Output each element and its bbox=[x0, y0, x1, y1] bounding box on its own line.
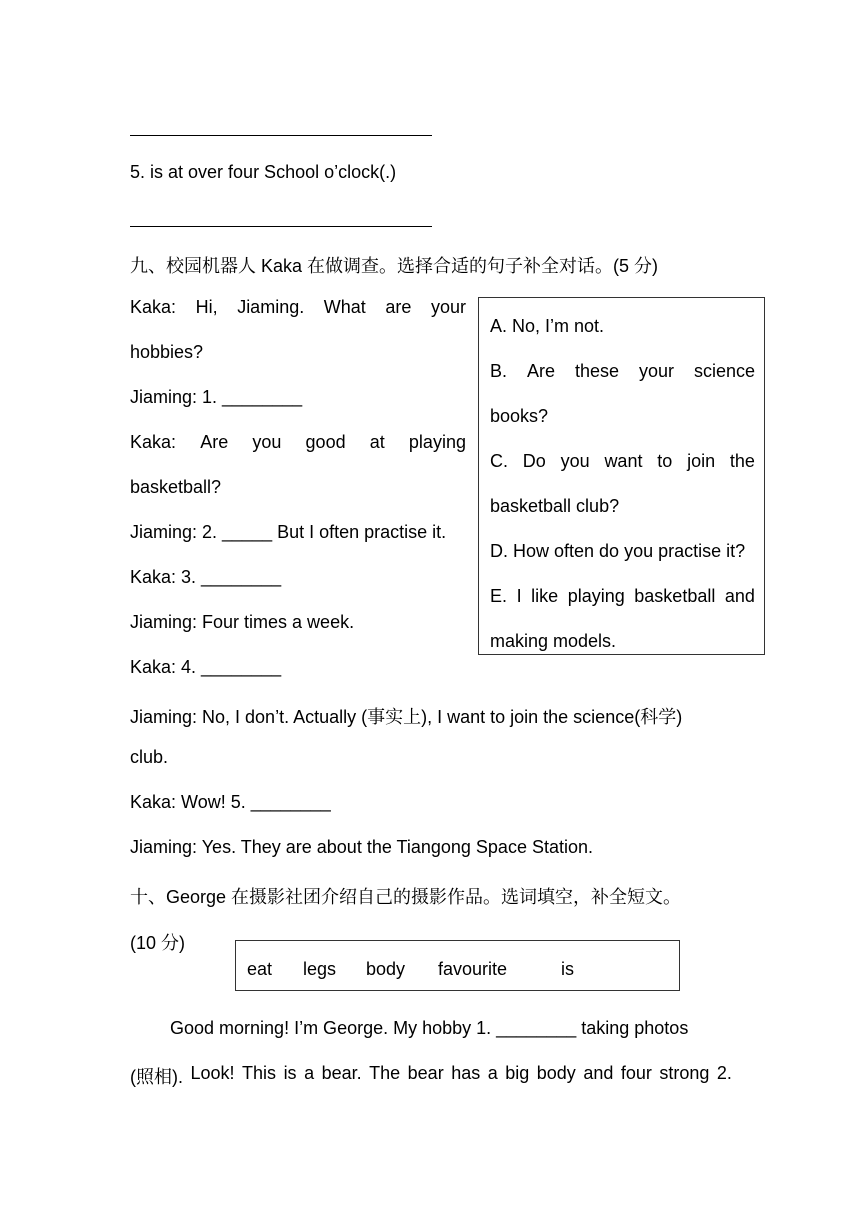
word: bear. bbox=[321, 1063, 362, 1083]
option-d: D. How often do you practise it? bbox=[490, 541, 746, 561]
word: 2. bbox=[716, 1063, 732, 1083]
word: I bbox=[516, 586, 522, 606]
word: C. bbox=[490, 451, 508, 471]
word: bear bbox=[407, 1063, 444, 1083]
word: you bbox=[252, 432, 282, 452]
word: big bbox=[505, 1063, 530, 1083]
word: you bbox=[560, 451, 590, 471]
option-a: A. No, I’m not. bbox=[490, 316, 605, 336]
word: a bbox=[487, 1063, 498, 1083]
dialogue-line-13: Jiaming: Yes. They are about the Tiangong Space Station. bbox=[130, 837, 593, 857]
word: B. bbox=[490, 361, 508, 381]
section-10-title: 十、George 在摄影社团介绍自己的摄影作品。选词填空，补全短文。 bbox=[130, 887, 682, 907]
dialogue-line-9: Kaka: 4. ________ bbox=[130, 657, 282, 677]
word: the bbox=[729, 451, 755, 471]
word: Jiaming. bbox=[237, 297, 305, 317]
answer-line-4 bbox=[130, 135, 432, 136]
word: Are bbox=[526, 361, 555, 381]
dialogue-line-6: Jiaming: 2. _____ But I often practise it. bbox=[130, 522, 447, 542]
word: basketball bbox=[634, 586, 716, 606]
word: good bbox=[305, 432, 346, 452]
word: want bbox=[604, 451, 643, 471]
word: a bbox=[304, 1063, 315, 1083]
dialogue-line-10: Jiaming: No, I don’t. Actually (事实上), I want to join the science(科学) bbox=[130, 707, 683, 727]
option-c-cont: basketball club? bbox=[490, 496, 620, 516]
word: Are bbox=[200, 432, 229, 452]
word: Kaka: bbox=[130, 432, 177, 452]
dialogue-line-12: Kaka: Wow! 5. ________ bbox=[130, 792, 331, 812]
option-e bbox=[490, 586, 755, 607]
word: is bbox=[283, 1063, 297, 1083]
word: like bbox=[531, 586, 559, 606]
word: are bbox=[385, 297, 412, 317]
word: playing bbox=[408, 432, 466, 452]
dialogue-line-3: Jiaming: 1. ________ bbox=[130, 387, 303, 407]
passage-line-2 bbox=[130, 1063, 732, 1089]
dialogue-line-5: basketball? bbox=[130, 477, 222, 497]
option-b bbox=[490, 361, 755, 382]
word: four bbox=[620, 1063, 652, 1083]
word: at bbox=[369, 432, 385, 452]
question-5: 5. is at over four School o’clock(.) bbox=[130, 162, 397, 182]
word: (照相). bbox=[130, 1067, 183, 1087]
word-bank-item: body bbox=[366, 959, 406, 979]
word: E. bbox=[490, 586, 508, 606]
word: and bbox=[724, 586, 755, 606]
option-c bbox=[490, 451, 755, 472]
section-10-score: (10 分) bbox=[130, 933, 186, 953]
word: your bbox=[430, 297, 466, 317]
dialogue-line-4 bbox=[130, 432, 466, 453]
word: playing bbox=[567, 586, 625, 606]
word: strong bbox=[659, 1063, 710, 1083]
word: science bbox=[693, 361, 755, 381]
options-box bbox=[478, 297, 765, 655]
word: The bbox=[369, 1063, 401, 1083]
word: This bbox=[242, 1063, 277, 1083]
word: body bbox=[536, 1063, 576, 1083]
word: to bbox=[657, 451, 673, 471]
word-bank-item: is bbox=[561, 959, 574, 979]
dialogue-line-2: hobbies? bbox=[130, 342, 204, 362]
dialogue-line-11: club. bbox=[130, 747, 169, 767]
word-bank-item: favourite bbox=[438, 959, 508, 979]
word: Look! bbox=[190, 1063, 235, 1083]
section-9-title: 九、校园机器人 Kaka 在做调查。选择合适的句子补全对话。(5 分) bbox=[130, 256, 659, 276]
word: Kaka: bbox=[130, 297, 177, 317]
option-b-cont: books? bbox=[490, 406, 549, 426]
word: has bbox=[451, 1063, 481, 1083]
dialogue-line-8: Jiaming: Four times a week. bbox=[130, 612, 355, 632]
word: your bbox=[638, 361, 674, 381]
word: Do bbox=[522, 451, 546, 471]
word-bank-item: eat bbox=[247, 959, 273, 979]
word: and bbox=[583, 1063, 614, 1083]
word: Hi, bbox=[195, 297, 218, 317]
dialogue-line-1 bbox=[130, 297, 466, 318]
answer-line-5 bbox=[130, 226, 432, 227]
passage-line-1: Good morning! I’m George. My hobby 1. ________ taking photos bbox=[170, 1018, 689, 1038]
dialogue-line-7: Kaka: 3. ________ bbox=[130, 567, 282, 587]
word: these bbox=[574, 361, 620, 381]
word: join bbox=[687, 451, 716, 471]
word: What bbox=[323, 297, 366, 317]
word-bank-item: legs bbox=[303, 959, 337, 979]
option-e-cont: making models. bbox=[490, 631, 617, 651]
word-bank bbox=[235, 940, 680, 991]
